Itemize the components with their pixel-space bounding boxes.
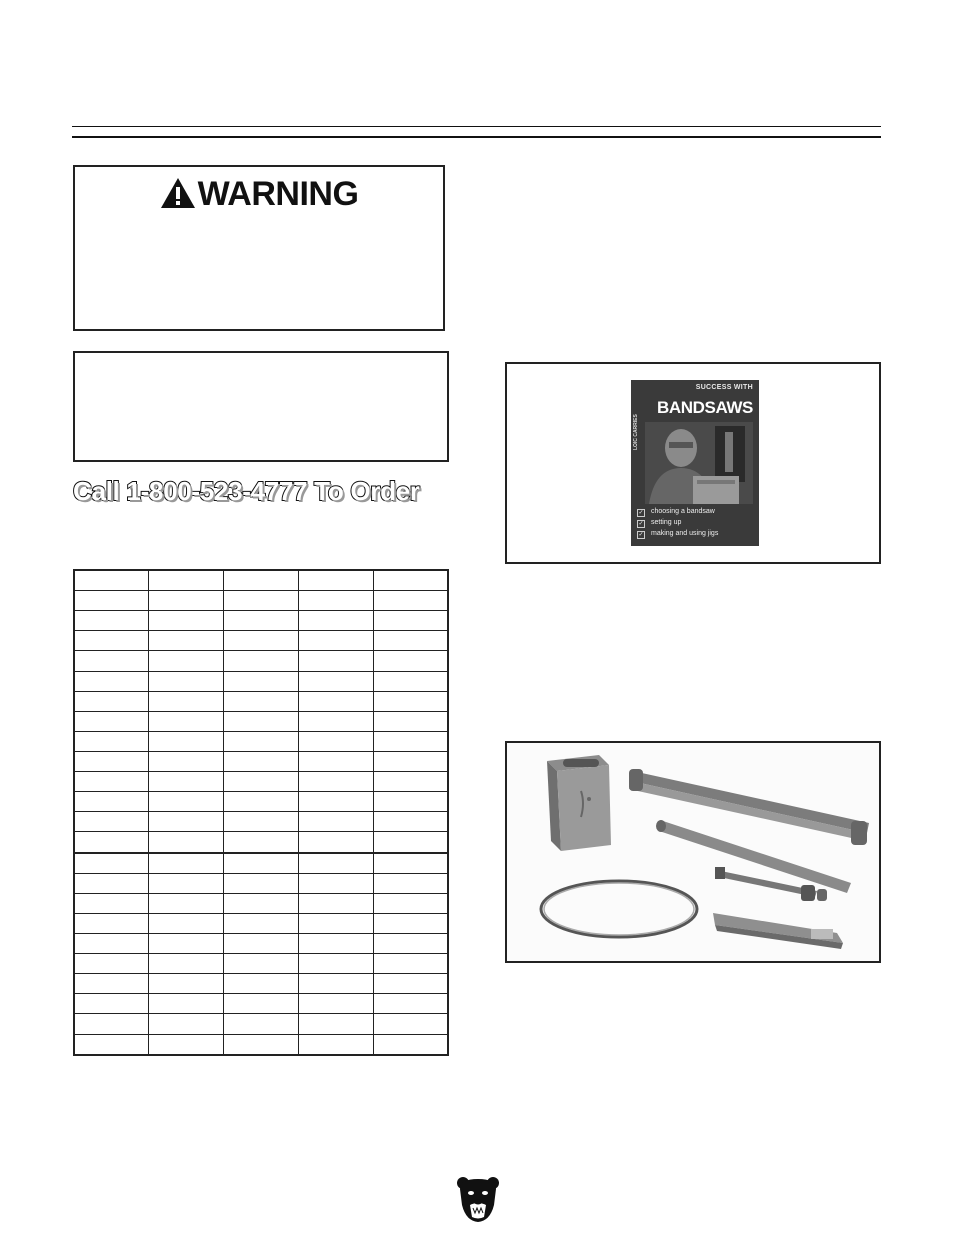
table-row xyxy=(74,934,448,954)
table-cell xyxy=(149,934,224,954)
table-cell xyxy=(149,691,224,711)
table-cell xyxy=(298,893,373,913)
table-cell xyxy=(74,853,149,874)
table-cell xyxy=(298,994,373,1014)
book-author: LOIC CARRIES xyxy=(633,414,639,450)
table-cell xyxy=(74,994,149,1014)
parts-table xyxy=(73,569,449,1056)
table-row xyxy=(74,954,448,974)
table-cell xyxy=(149,954,224,974)
check-icon: ✓ xyxy=(638,521,644,527)
table-row xyxy=(74,994,448,1014)
table-cell xyxy=(298,772,373,792)
accessory-kit-photo xyxy=(507,743,879,961)
table-cell xyxy=(224,994,299,1014)
table-cell xyxy=(149,1034,224,1055)
table-cell xyxy=(298,934,373,954)
table-row xyxy=(74,873,448,893)
table-cell xyxy=(74,591,149,611)
table-cell xyxy=(373,711,448,731)
table-cell xyxy=(74,792,149,812)
table-cell xyxy=(74,691,149,711)
table-cell xyxy=(298,731,373,751)
header-rule-thick xyxy=(72,136,881,138)
table-cell xyxy=(373,832,448,853)
riser-block-icon xyxy=(547,755,611,851)
table-cell xyxy=(298,974,373,994)
table-cell xyxy=(74,631,149,651)
table-row xyxy=(74,671,448,691)
call-to-order: Call 1-800-523-4777 To Order xyxy=(73,476,420,506)
table-row xyxy=(74,752,448,772)
table-cell xyxy=(298,913,373,933)
table-cell xyxy=(298,832,373,853)
table-cell xyxy=(74,873,149,893)
table-cell xyxy=(373,974,448,994)
checklist-item: ✓ making and using jigs xyxy=(638,530,719,538)
table-row xyxy=(74,731,448,751)
table-cell xyxy=(373,893,448,913)
table-cell xyxy=(373,913,448,933)
table-cell xyxy=(373,671,448,691)
table-cell xyxy=(224,974,299,994)
table-cell xyxy=(74,913,149,933)
table-cell xyxy=(373,954,448,974)
table-cell xyxy=(149,792,224,812)
table-cell xyxy=(149,832,224,853)
table-cell xyxy=(74,812,149,832)
table-cell xyxy=(224,832,299,853)
checklist-item: ✓ setting up xyxy=(638,519,682,527)
table-row xyxy=(74,651,448,671)
table-row xyxy=(74,832,448,853)
table-row xyxy=(74,711,448,731)
table-row xyxy=(74,772,448,792)
table-cell xyxy=(298,873,373,893)
table-cell xyxy=(373,611,448,631)
table-cell xyxy=(224,954,299,974)
table-cell xyxy=(298,812,373,832)
table-cell xyxy=(149,570,224,591)
table-cell xyxy=(74,651,149,671)
table-cell xyxy=(74,954,149,974)
warning-heading xyxy=(75,175,443,214)
table-cell xyxy=(373,792,448,812)
table-cell xyxy=(149,611,224,631)
table-row xyxy=(74,792,448,812)
table-cell xyxy=(373,731,448,751)
table-cell xyxy=(373,1014,448,1034)
table-row xyxy=(74,893,448,913)
table-cell xyxy=(224,731,299,751)
table-cell xyxy=(298,591,373,611)
table-cell xyxy=(298,954,373,974)
table-cell xyxy=(149,853,224,874)
table-cell xyxy=(298,691,373,711)
table-cell xyxy=(149,671,224,691)
table-row xyxy=(74,631,448,651)
table-cell xyxy=(224,893,299,913)
table-cell xyxy=(298,853,373,874)
table-cell xyxy=(74,893,149,913)
book-checklist xyxy=(637,506,718,539)
table-cell xyxy=(373,812,448,832)
table-cell xyxy=(373,1034,448,1055)
book-title: BANDSAWS xyxy=(657,398,753,417)
table-cell xyxy=(224,570,299,591)
table-cell xyxy=(224,913,299,933)
table-cell xyxy=(74,832,149,853)
table-cell xyxy=(224,711,299,731)
table-cell xyxy=(74,1014,149,1034)
table-cell xyxy=(373,570,448,591)
book-cover xyxy=(631,380,759,546)
table-cell xyxy=(149,752,224,772)
table-cell xyxy=(149,731,224,751)
table-cell xyxy=(74,752,149,772)
table-cell xyxy=(224,651,299,671)
table-cell xyxy=(149,711,224,731)
accessory-kit-figure xyxy=(505,741,881,963)
table-cell xyxy=(298,570,373,591)
header-rule-thin xyxy=(72,126,881,127)
table-cell xyxy=(373,752,448,772)
table-cell xyxy=(298,752,373,772)
table-cell xyxy=(74,1034,149,1055)
table-cell xyxy=(373,651,448,671)
table-cell xyxy=(224,812,299,832)
table-cell xyxy=(224,1014,299,1034)
warning-triangle-icon xyxy=(160,177,196,209)
table-cell xyxy=(149,994,224,1014)
table-cell xyxy=(149,631,224,651)
table-cell xyxy=(298,631,373,651)
table-cell xyxy=(224,772,299,792)
table-row xyxy=(74,591,448,611)
table-cell xyxy=(298,1034,373,1055)
table-cell xyxy=(149,772,224,792)
note-box xyxy=(73,351,449,462)
table-cell xyxy=(74,974,149,994)
table-cell xyxy=(224,752,299,772)
table-cell xyxy=(149,893,224,913)
table-cell xyxy=(74,934,149,954)
table-row xyxy=(74,611,448,631)
table-cell xyxy=(373,934,448,954)
table-cell xyxy=(224,934,299,954)
grizzly-bear-logo-icon xyxy=(456,1175,500,1223)
table-cell xyxy=(373,994,448,1014)
book-brand: SUCCESS WITH xyxy=(695,384,753,391)
table-cell xyxy=(373,772,448,792)
table-row xyxy=(74,913,448,933)
table-cell xyxy=(373,853,448,874)
table-cell xyxy=(224,691,299,711)
table-cell xyxy=(224,591,299,611)
table-cell xyxy=(298,651,373,671)
warning-box xyxy=(73,165,445,331)
table-cell xyxy=(373,631,448,651)
table-row xyxy=(74,853,448,874)
table-cell xyxy=(298,711,373,731)
table-cell xyxy=(74,772,149,792)
table-cell xyxy=(224,611,299,631)
table-row xyxy=(74,812,448,832)
table-cell xyxy=(149,974,224,994)
table-cell xyxy=(224,1034,299,1055)
table-row xyxy=(74,1034,448,1055)
book-cover-photo xyxy=(645,422,753,504)
table-cell xyxy=(373,691,448,711)
table-row xyxy=(74,1014,448,1034)
table-cell xyxy=(224,792,299,812)
table-cell xyxy=(224,873,299,893)
table-cell xyxy=(149,913,224,933)
table-row xyxy=(74,570,448,591)
warning-title: WARNING xyxy=(197,175,359,213)
table-cell xyxy=(149,812,224,832)
check-icon: ✓ xyxy=(638,532,644,538)
table-cell xyxy=(149,873,224,893)
table-cell xyxy=(373,591,448,611)
table-cell xyxy=(74,731,149,751)
book-figure xyxy=(505,362,881,564)
table-cell xyxy=(149,591,224,611)
table-cell xyxy=(74,671,149,691)
table-cell xyxy=(74,570,149,591)
checklist-item: ✓ choosing a bandsaw xyxy=(638,508,715,516)
table-cell xyxy=(373,873,448,893)
table-cell xyxy=(224,671,299,691)
table-cell xyxy=(224,631,299,651)
table-row xyxy=(74,691,448,711)
check-icon: ✓ xyxy=(638,510,644,516)
table-cell xyxy=(74,711,149,731)
table-row xyxy=(74,974,448,994)
table-cell xyxy=(298,671,373,691)
table-cell xyxy=(224,853,299,874)
table-cell xyxy=(149,651,224,671)
table-cell xyxy=(298,1014,373,1034)
table-cell xyxy=(74,611,149,631)
table-cell xyxy=(298,611,373,631)
table-cell xyxy=(149,1014,224,1034)
table-cell xyxy=(298,792,373,812)
